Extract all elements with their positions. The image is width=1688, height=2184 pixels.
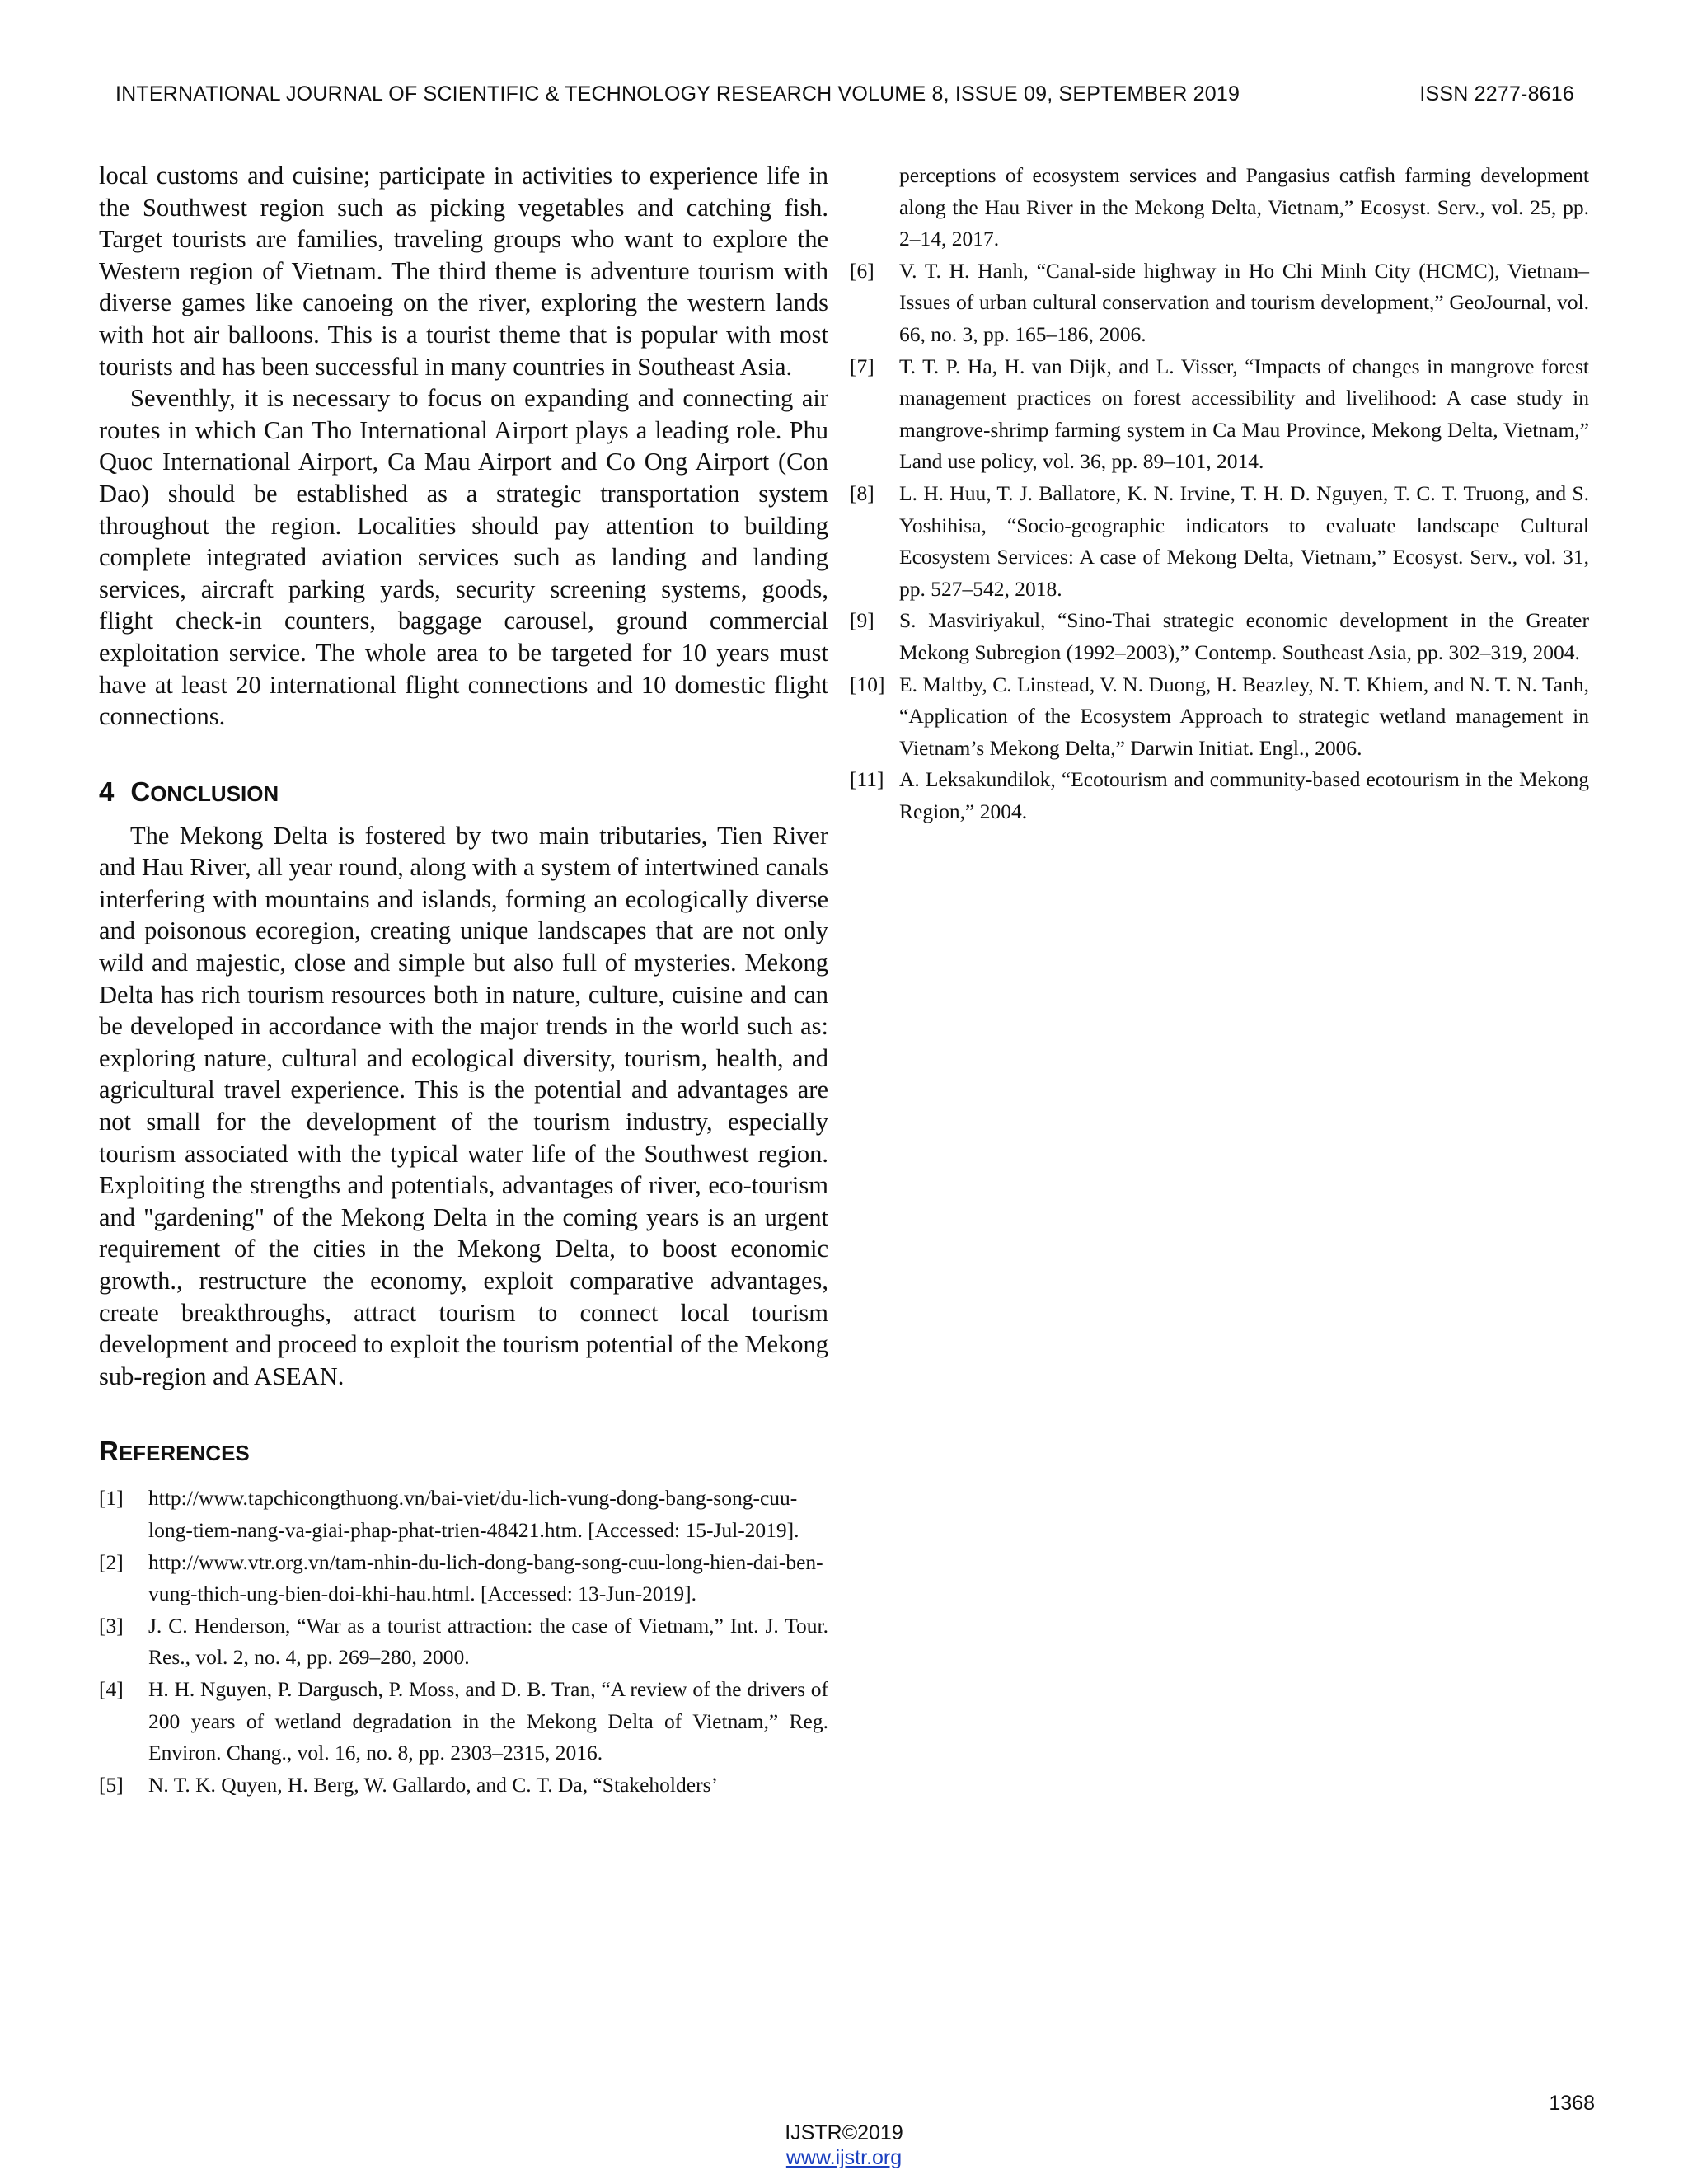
left-column (99, 160, 828, 1801)
right-column (850, 160, 1589, 827)
reference-text: T. T. P. Ha, H. van Dijk, and L. Visser, “Impacts of changes in mangrove forest management practices on forest accessibility and livelihood: A case study in mangrove-shrimp farming system in Ca Mau Province, Mekong Delta, Vietnam,” Land use policy, vol. 36, pp. 89–101, 2014. (899, 354, 1589, 474)
reference-text: http://www.vtr.org.vn/tam-nhin-du-lich-dong-bang-song-cuu-long-hien-dai-ben-vung-thich-ung-bien-doi-khi-hau.html. [Accessed: 13-Jun-2019]. (148, 1549, 823, 1606)
issn: ISSN 2277-8616 (1419, 82, 1574, 105)
references-heading (99, 1435, 828, 1469)
conclusion-paragraph: The Mekong Delta is fostered by two main tributaries, Tien River and Hau River, all year round, along with a system of intertwined canals interfering with mountains and islands, forming an ecologically diverse and poisonous ecoregion, creating unique landscapes that are not only wild and majestic, close and simple but also full of mysteries. Mekong Delta has rich tourism resources both in nature, culture, cuisine and can be developed in accordance with the major trends in the world such as: exploring nature, cultural and ecological diversity, tourism, health, and agricultural travel experience. This is the potential and advantages are not small for the development of the tourism industry, especially tourism associated with the typical water life of the Southwest region. Exploiting the strengths and potentials, advantages of river, eco-tourism and "gardening" of the Mekong Delta in the coming years is an urgent requirement of the cities in the Mekong Delta, to boost economic growth., restructure the economy, exploit comparative advantages, create breakthroughs, attract tourism to connect local tourism development and proceed to exploit the tourism potential of the Mekong sub-region and ASEAN. (99, 821, 828, 1390)
reference-text: A. Leksakundilok, “Ecotourism and community-based ecotourism in the Mekong Region,” 2004. (899, 767, 1589, 823)
reference-number: [6] (850, 258, 874, 283)
reference-number: [7] (850, 354, 874, 378)
reference-number: [2] (99, 1549, 124, 1574)
reference-item (850, 351, 1589, 478)
reference-item (99, 1674, 828, 1769)
journal-title: INTERNATIONAL JOURNAL OF SCIENTIFIC & TECHNOLOGY RESEARCH VOLUME 8, ISSUE 09, SEPTEMBER 2019 (115, 82, 1240, 105)
reference-text: E. Maltby, C. Linstead, V. N. Duong, H. Beazley, N. T. Khiem, and N. T. N. Tanh, “Application of the Ecosystem Approach to strategic wetland management in Vietnam’s Mekong Delta,” Darwin Initiat. Engl., 2006. (899, 672, 1589, 760)
section-number: 4 (99, 776, 115, 807)
references-title-rest: EFERENCES (118, 1441, 250, 1466)
website-link[interactable]: www.ijstr.org (785, 2146, 903, 2169)
reference-item (850, 255, 1589, 351)
conclusion-heading (99, 776, 828, 810)
reference-text: L. H. Huu, T. J. Ballatore, K. N. Irvine, T. H. D. Nguyen, T. C. T. Truong, and S. Yoshihisa, “Socio-geographic indicators to evaluate landscape Cultural Ecosystem Services: A case of Mekong Delta, Vietnam,” Ecosyst. Serv., vol. 31, pp. 527–542, 2018. (899, 480, 1589, 601)
reference-number: [4] (99, 1676, 124, 1701)
reference-text: S. Masviriyakul, “Sino-Thai strategic economic development in the Greater Mekong Subregion (1992–2003),” Contemp. Southeast Asia, pp. 302–319, 2004. (899, 608, 1589, 664)
section-title-initial: C (130, 776, 151, 807)
reference-text: V. T. H. Hanh, “Canal-side highway in Ho Chi Minh City (HCMC), Vietnam–Issues of urban cultural conservation and tourism development,” GeoJournal, vol. 66, no. 3, pp. 165–186, 2006. (899, 258, 1589, 346)
reference-text: N. T. K. Quyen, H. Berg, W. Gallardo, and C. T. Da, “Stakeholders’ (148, 1772, 718, 1797)
reference-item (99, 1547, 828, 1610)
reference-number: [8] (850, 480, 874, 505)
reference-number: [3] (99, 1613, 124, 1638)
copyright-notice: IJSTR©2019 (785, 2121, 903, 2144)
reference-text: J. C. Henderson, “War as a tourist attraction: the case of Vietnam,” Int. J. Tour. Res., vol. 2, no. 4, pp. 269–280, 2000. (148, 1613, 828, 1670)
body-paragraph-continued: local customs and cuisine; participate in activities to experience life in the Southwest region such as picking vegetables and catching fish. Target tourists are families, traveling groups who want to explore the Western region of Vietnam. The third theme is adventure tourism with diverse games like canoeing on the river, exploring the western lands with hot air balloons. This is a tourist theme that is popular with most tourists and has been successful in many countries in Southeast Asia. (99, 162, 828, 381)
reference-item-continued (850, 160, 1589, 255)
reference-item (850, 669, 1589, 765)
reference-item (850, 605, 1589, 668)
references-title-initial: R (99, 1436, 119, 1467)
reference-item (99, 1483, 828, 1546)
reference-number: [9] (850, 608, 874, 633)
reference-item (850, 478, 1589, 605)
reference-text: H. H. Nguyen, P. Dargusch, P. Moss, and D. B. Tran, “A review of the drivers of 200 years of wetland degradation in the Mekong Delta of Vietnam,” Reg. Environ. Chang., vol. 16, no. 8, pp. 2303–2315, 2016. (148, 1676, 828, 1765)
reference-text: perceptions of ecosystem services and Pangasius catfish farming development along the Hau River in the Mekong Delta, Vietnam,” Ecosyst. Serv., vol. 25, pp. 2–14, 2017. (899, 163, 1589, 251)
reference-item (99, 1769, 828, 1802)
body-paragraph-air-routes: Seventhly, it is necessary to focus on expanding and connecting air routes in which Can Tho International Airport plays a leading role. Phu Quoc International Airport, Ca Mau Airport and Co Ong Airport (Con Dao) should be established as a strategic transportation system throughout the region. Localities should pay attention to building complete integrated aviation services such as landing and landing services, aircraft parking yards, security screening systems, goods, flight check-in counters, baggage carousel, ground commercial exploitation service. The whole area to be targeted for 10 years must have at least 20 international flight connections and 10 domestic flight connections. (99, 384, 828, 731)
reference-number: [10] (850, 672, 885, 696)
reference-list-right (850, 160, 1589, 827)
reference-item (99, 1610, 828, 1674)
reference-list-left (99, 1483, 828, 1801)
section-title-rest: ONCLUSION (150, 780, 279, 806)
reference-text: http://www.tapchicongthuong.vn/bai-viet/du-lich-vung-dong-bang-song-cuu-long-tiem-nang-va-giai-phap-phat-trien-48421.htm. [Accessed: 15-Jul-2019]. (148, 1486, 799, 1542)
reference-number: [11] (850, 767, 884, 792)
reference-number: [5] (99, 1772, 124, 1797)
reference-item (850, 764, 1589, 827)
page-footer (0, 2121, 1688, 2170)
page-number: 1368 (1549, 2092, 1595, 2115)
reference-number: [1] (99, 1486, 124, 1511)
running-header (115, 82, 1574, 106)
